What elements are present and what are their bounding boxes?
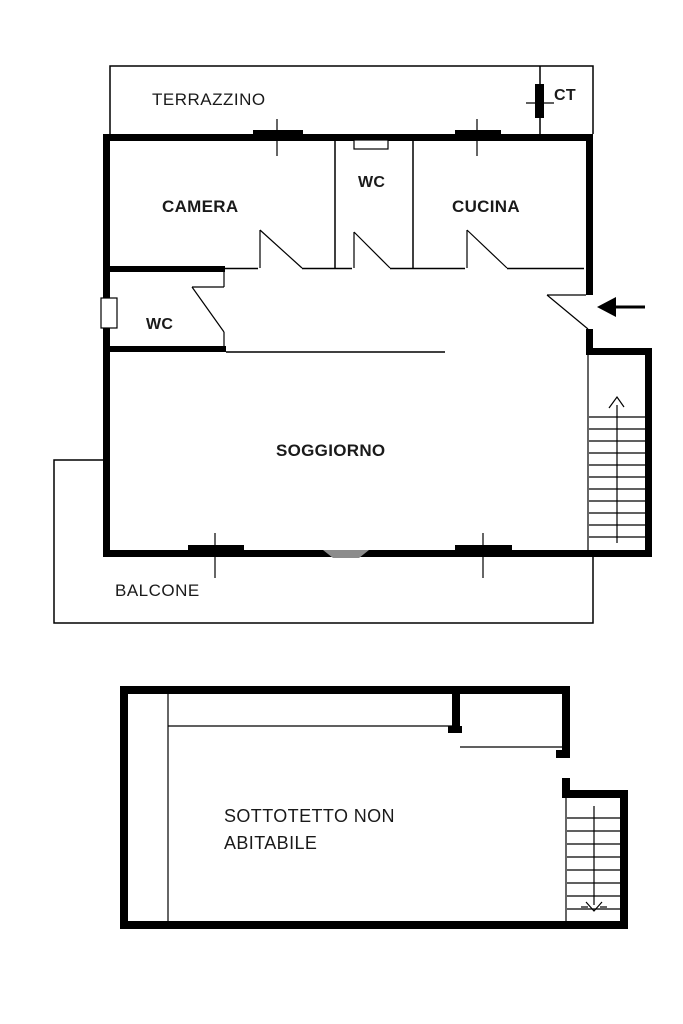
main-floor-plan: [54, 66, 652, 623]
room-label-cucina: CUCINA: [452, 197, 520, 216]
wall-stair-right: [645, 348, 652, 557]
window-soggiorno-left-icon: [188, 545, 244, 555]
wall-bottom: [103, 550, 652, 557]
wall-wc-lower-bottom: [103, 346, 226, 352]
room-label-terrazzino: TERRAZZINO: [152, 90, 266, 109]
room-label-soggiorno: SOGGIORNO: [276, 441, 386, 460]
stairs-up-arrow-icon: [609, 397, 624, 543]
wall-stair-top: [586, 348, 652, 355]
attic-inner-stub-foot: [448, 726, 462, 733]
room-label-wc-top: WC: [358, 174, 386, 191]
window-wc-top-icon: [354, 140, 388, 149]
wall-right-upper: [586, 134, 593, 295]
room-label-sottotetto-line2: ABITABILE: [224, 833, 318, 853]
attic-stairs-down: [566, 798, 620, 921]
attic-stair-wall-right: [620, 790, 628, 929]
door-wc-top-icon: [354, 232, 390, 268]
interior-doors: [260, 230, 588, 329]
ct-door-icon: [535, 84, 544, 118]
attic-inner-stub: [452, 686, 460, 732]
attic-wall-top: [120, 686, 570, 694]
stairs-down-arrow-icon: [581, 806, 607, 911]
room-label-ct: CT: [554, 87, 576, 104]
attic-stair-wall-top: [562, 790, 628, 798]
wc-lower-room: [101, 272, 224, 346]
room-label-sottotetto-line1: SOTTOTETTO NON: [224, 806, 395, 826]
door-camera-icon: [260, 230, 302, 268]
room-label-wc-lower: WC: [146, 316, 174, 333]
wall-top: [103, 134, 593, 141]
window-wc-lower-icon: [101, 298, 117, 328]
room-label-camera: CAMERA: [162, 197, 239, 216]
door-wc-lower-icon: [192, 287, 224, 332]
stairs-up: [588, 355, 645, 550]
attic-wall-right-cap: [556, 750, 570, 758]
attic-wall-right-upper: [562, 686, 570, 758]
window-cucina-icon: [455, 130, 501, 140]
door-entrance-icon: [547, 295, 588, 329]
door-cucina-icon: [467, 230, 507, 268]
room-label-balcone: BALCONE: [115, 581, 200, 600]
window-camera-icon: [253, 130, 303, 140]
wall-wc-lower-top: [103, 266, 225, 272]
attic-wall-bottom: [120, 921, 628, 929]
attic-wall-left: [120, 686, 128, 929]
entrance-arrow-icon: [597, 297, 645, 317]
wall-left: [103, 134, 110, 557]
